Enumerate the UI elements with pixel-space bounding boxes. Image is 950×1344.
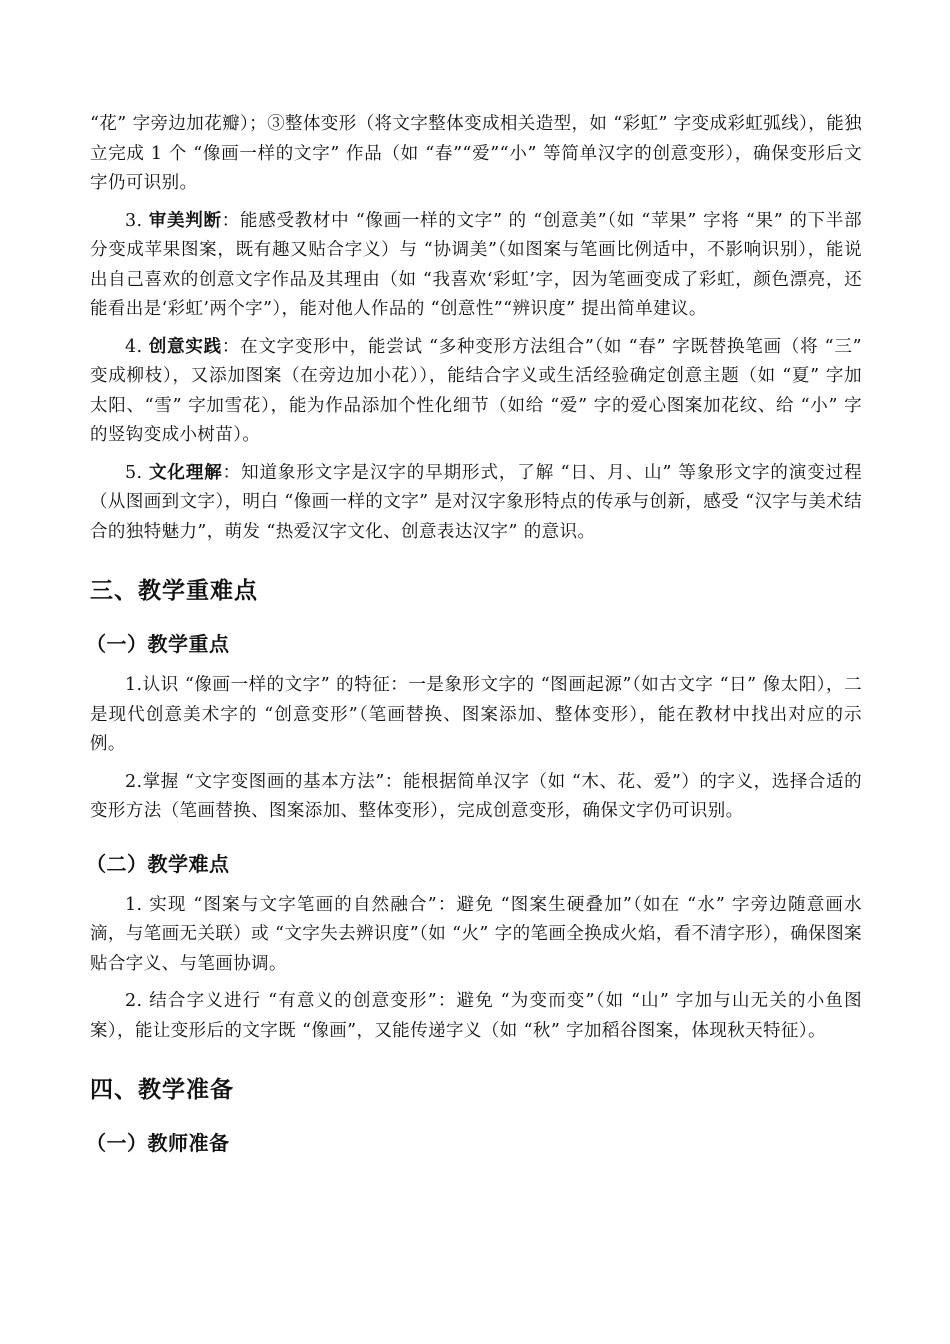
key-point-item: 1.认识 “像画一样的文字” 的特征：一是象形文字的 “图画起源”（如古文字 “日” 像太阳），二是现代创意美术字的 “创意变形”（笔画替换、图案添加、整体变形），能在教材中找出对应的示例。 xyxy=(90,675,862,754)
objective-number: 5. xyxy=(125,462,149,483)
objective-text: ：能感受教材中 “像画一样的文字” 的 “创意美”（如 “苹果” 字将 “果” 的下半部分变成苹果图案，既有趣又贴合字义）与 “协调美”（如图案与笔画比例适中，不影响识别），能说出自己喜欢的创意文字作品及其理由（如 “我喜欢‘彩虹’字，因为笔画变成了彩虹，颜色漂亮，还能看出是‘彩虹’两个字”），能对他人作品的 “创意性”“辨识度” 提出简单建议。 xyxy=(90,210,862,319)
objective-text: ：在文字变形中，能尝试 “多种变形方法组合”（如 “春” 字既替换笔画（将 “三” 变成柳枝），又添加图案（在旁边加小花）），能结合字义或生活经验确定创意主题（如 “夏” 字加太阳、“雪” 字加雪花），能为作品添加个性化细节（如给 “爱” 字的爱心图案加花纹、给 “小” 字的竖钩变成小树苗）。 xyxy=(90,336,862,445)
objective-lead: 创意实践 xyxy=(148,336,222,357)
subheading-difficult-points: （二）教学难点 xyxy=(86,851,230,876)
continuation-paragraph: “花” 字旁边加花瓣）；③整体变形（将文字整体变成相关造型，如 “彩虹” 字变成彩虹弧线），能独立完成 1 个 “像画一样的文字” 作品（如 “春”“爱”“小” 等简单汉字的创意变形），确保变形后文字仍可识别。 xyxy=(90,114,862,193)
subheading-teacher-preparation: （一）教师准备 xyxy=(86,1131,230,1155)
objective-aesthetic-judgment xyxy=(90,207,862,325)
difficult-point-item: 2. 结合字义进行 “有意义的创意变形”：避免 “为变而变”（如 “山” 字加与山无关的小鱼图案），能让变形后的文字既 “像画”，又能传递字义（如 “秋” 字加稻谷图案，体现秋天特征）。 xyxy=(90,991,862,1041)
objective-lead: 文化理解 xyxy=(148,462,223,483)
section-heading-teaching-preparation: 四、教学准备 xyxy=(90,1077,234,1103)
key-point-item: 2.掌握 “文字变图画的基本方法”：能根据简单汉字（如 “木、花、爱”）的字义，选择合适的变形方法（笔画替换、图案添加、整体变形），完成创意变形，确保文字仍可识别。 xyxy=(90,771,862,821)
subheading-key-points: （一）教学重点 xyxy=(86,632,230,656)
objective-cultural-understanding xyxy=(90,459,862,548)
objective-text: ：知道象形文字是汉字的早期形式，了解 “日、月、山” 等象形文字的演变过程（从图画到文字），明白 “像画一样的文字” 是对汉字象形特点的传承与创新，感受 “汉字与美术结合的独特魅力”，萌发 “热爱汉字文化、创意表达汉字” 的意识。 xyxy=(90,462,862,542)
objective-number: 4. xyxy=(125,336,149,357)
objective-creative-practice xyxy=(90,333,862,451)
section-heading-key-difficult-points: 三、教学重难点 xyxy=(90,578,258,604)
objective-lead: 审美判断 xyxy=(148,210,222,231)
difficult-point-item: 1. 实现 “图案与文字笔画的自然融合”：避免 “图案生硬叠加”（如在 “水” 字旁边随意画水滴，与笔画无关联）或 “文字失去辨识度”（如 “火” 字的笔画全换成火焰，看不清字形），确保图案贴合字义、与笔画协调。 xyxy=(90,894,862,974)
document-page xyxy=(86,110,862,1170)
objective-number: 3. xyxy=(125,210,149,231)
